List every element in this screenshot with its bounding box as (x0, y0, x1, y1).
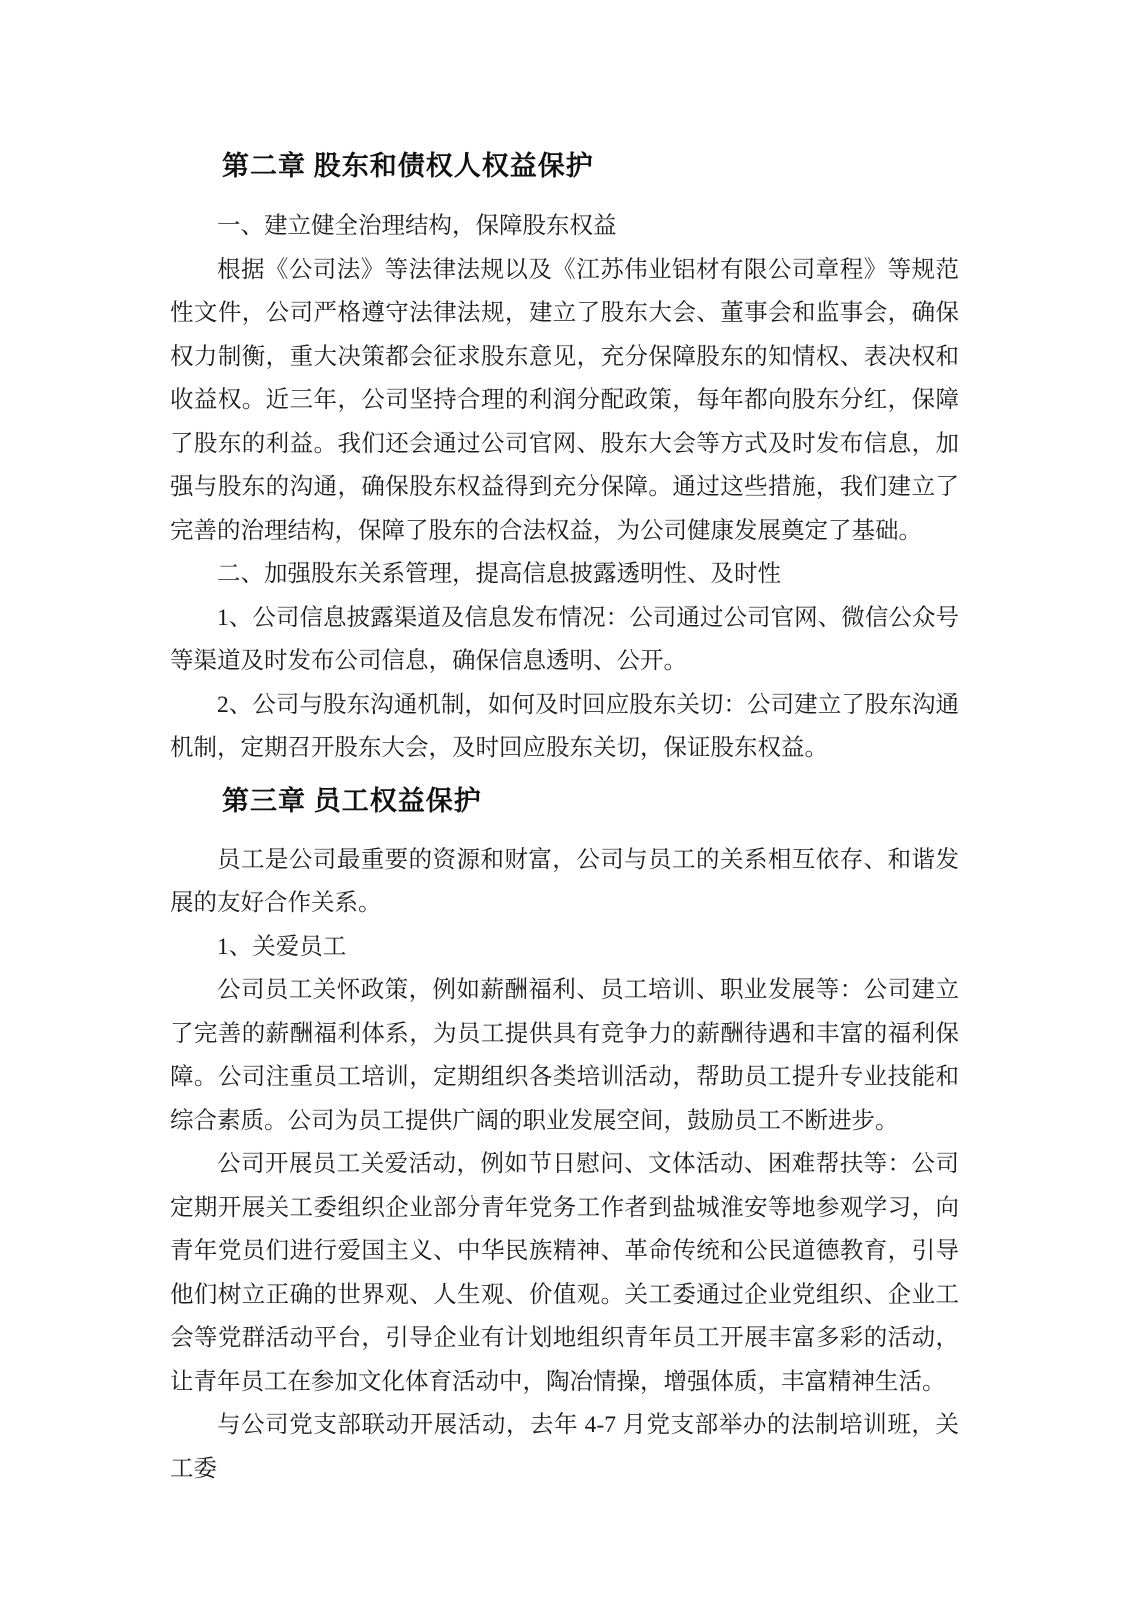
paragraph-care-subhead: 1、关爱员工 (217, 933, 347, 960)
paragraph-employee-intro: 员工是公司最重要的资源和财富，公司与员工的关系相互依存、和谐发展的友好合作关系。 (170, 846, 959, 916)
paragraph-party-branch: 与公司党支部联动开展活动，去年 4-7 月党支部举办的法制培训班，关工委 (170, 1412, 959, 1482)
paragraph-disclosure-item-2: 2、公司与股东沟通机制，如何及时回应股东关切：公司建立了股东沟通机制，定期召开股东大会，及时回应股东关切，保证股东权益。 (170, 691, 959, 761)
paragraph-care-activities: 公司开展员工关爱活动，例如节日慰问、文体活动、困难帮扶等：公司定期开展关工委组织企业部分青年党务工作者到盐城淮安等地参观学习，向青年党员们进行爱国主义、中华民族精神、革命传统和公民道德教育，引导他们树立正确的世界观、人生观、价值观。关工委通过企业党组织、企业工会等党群活动平台，引导企业有计划地组织青年员工开展丰富多彩的活动，让青年员工在参加文化体育活动中，陶冶情操，增强体质，丰富精神生活。 (170, 1151, 959, 1395)
paragraph-care-policy: 公司员工关怀政策，例如薪酬福利、员工培训、职业发展等：公司建立了完善的薪酬福利体系，为员工提供具有竞争力的薪酬待遇和丰富的福利保障。公司注重员工培训，定期组织各类培训活动，帮助员工提升专业技能和综合素质。公司为员工提供广阔的职业发展空间，鼓励员工不断进步。 (170, 977, 959, 1134)
chapter-3-heading: 第三章 员工权益保护 (222, 785, 482, 816)
chapter-2-heading: 第二章 股东和债权人权益保护 (222, 151, 594, 181)
paragraph-governance-body: 根据《公司法》等法律法规以及《江苏伟业铝材有限公司章程》等规范性文件，公司严格遵守法律法规，建立了股东大会、董事会和监事会，确保权力制衡，重大决策都会征求股东意见，充分保障股东的知情权、表决权和收益权。近三年，公司坚持合理的利润分配政策，每年都向股东分红，保障了股东的利益。我们还会通过公司官网、股东大会等方式及时发布信息，加强与股东的沟通，确保股东权益得到充分保障。通过这些措施，我们建立了完善的治理结构，保障了股东的合法权益，为公司健康发展奠定了基础。 (170, 256, 959, 544)
paragraph-disclosure-subhead: 二、加强股东关系管理，提高信息披露透明性、及时性 (217, 561, 781, 587)
paragraph-disclosure-item-1: 1、公司信息披露渠道及信息发布情况：公司通过公司官网、微信公众号等渠道及时发布公司信息，确保信息透明、公开。 (170, 604, 959, 674)
paragraph-governance-subhead: 一、建立健全治理结构，保障股东权益 (217, 213, 617, 239)
